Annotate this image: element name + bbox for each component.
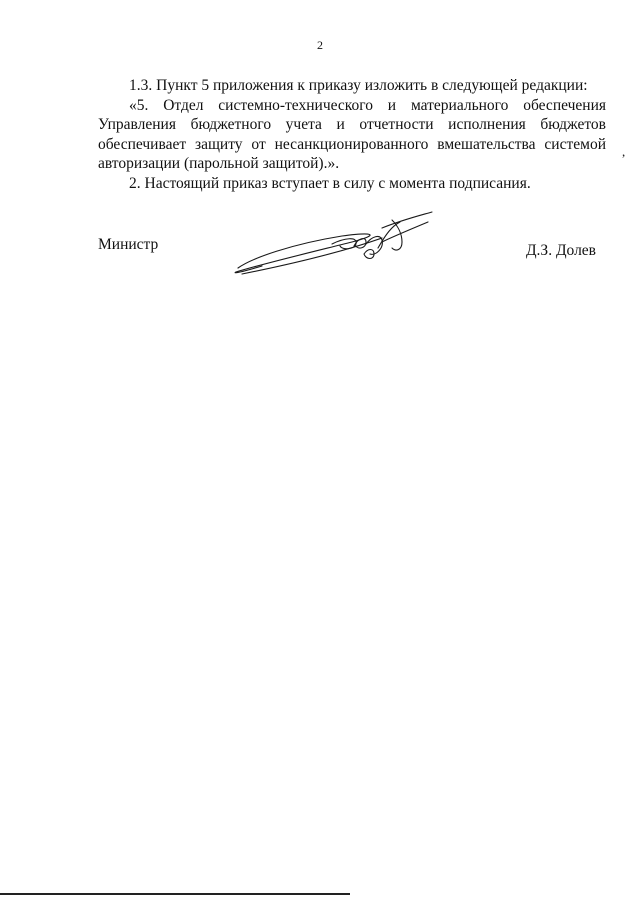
quote-line: «5. Отдел системно-технического и материального обеспечения xyxy=(129,96,606,114)
paragraph-1-3: 1.3. Пункт 5 приложения к приказу изложить в следующей редакции: xyxy=(129,77,588,94)
quoted-paragraph xyxy=(98,96,606,174)
handwritten-signature xyxy=(232,208,438,288)
signer-title: Министр xyxy=(98,236,159,253)
quote-line: авторизации (парольной защитой).». xyxy=(98,155,340,172)
quote-line: обеспечивает защиту от несанкционированного вмешательства системой xyxy=(98,135,606,153)
margin-mark: , xyxy=(622,144,626,159)
quote-line: Управления бюджетного учета и отчетности исполнения бюджетов xyxy=(98,116,606,133)
signer-name: Д.З. Долев xyxy=(525,242,596,259)
bottom-rule xyxy=(0,893,350,895)
page-number: 2 xyxy=(317,38,323,52)
paragraph-2: 2. Настоящий приказ вступает в силу с момента подписания. xyxy=(129,174,531,192)
document-body xyxy=(98,76,606,193)
